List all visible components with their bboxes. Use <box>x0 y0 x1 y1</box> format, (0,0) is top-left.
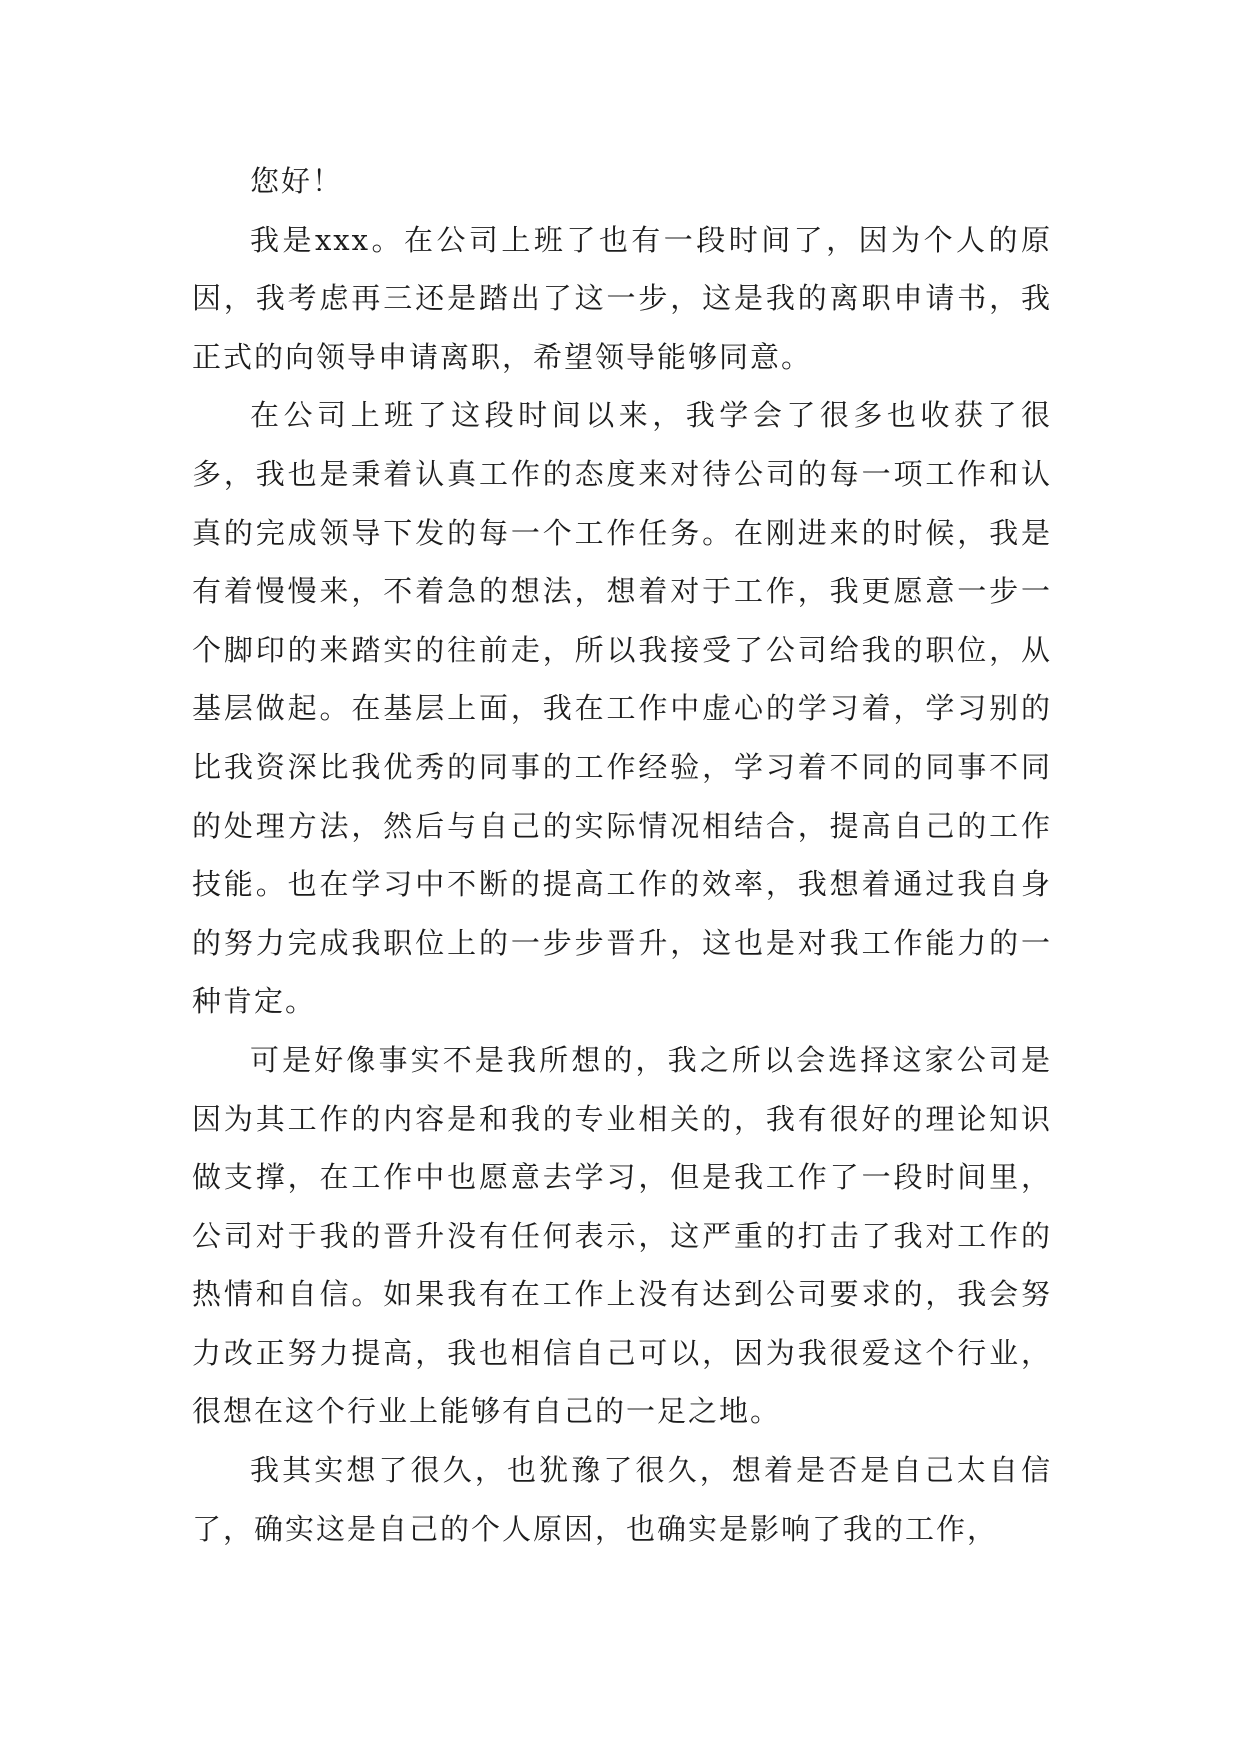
paragraph-3: 可是好像事实不是我所想的，我之所以会选择这家公司是因为其工作的内容是和我的专业相关的，我有很好的理论知识做支撑，在工作中也愿意去学习，但是我工作了一段时间里，公司对于我的晋升没有任何表示，这严重的打击了我对工作的热情和自信。如果我有在工作上没有达到公司要求的，我会努力改正努力提高，我也相信自己可以，因为我很爱这个行业，很想在这个行业上能够有自己的一足之地。 <box>192 1042 1052 1429</box>
paragraph-2: 在公司上班了这段时间以来，我学会了很多也收获了很多，我也是秉着认真工作的态度来对待公司的每一项工作和认真的完成领导下发的每一个工作任务。在刚进来的时候，我是有着慢慢来，不着急的想法，想着对于工作，我更愿意一步一个脚印的来踏实的往前走，所以我接受了公司给我的职位，从基层做起。在基层上面，我在工作中虚心的学习着，学习别的比我资深比我优秀的同事的工作经验，学习着不同的同事不同的处理方法，然后与自己的实际情况相结合，提高自己的工作技能。也在学习中不断的提高工作的效率，我想着通过我自身的努力完成我职位上的一步步晋升，这也是对我工作能力的一种肯定。 <box>192 398 1052 1019</box>
paragraph-1: 我是xxx。在公司上班了也有一段时间了，因为个人的原因，我考虑再三还是踏出了这一步，这是我的离职申请书，我正式的向领导申请离职，希望领导能够同意。 <box>192 222 1052 374</box>
paragraph-4: 我其实想了很久，也犹豫了很久，想着是否是自己太自信了，确实这是自己的个人原因，也确实是影响了我的工作， <box>192 1453 1052 1546</box>
greeting-line: 您好！ <box>250 164 344 198</box>
letter-body <box>192 152 1052 1558</box>
